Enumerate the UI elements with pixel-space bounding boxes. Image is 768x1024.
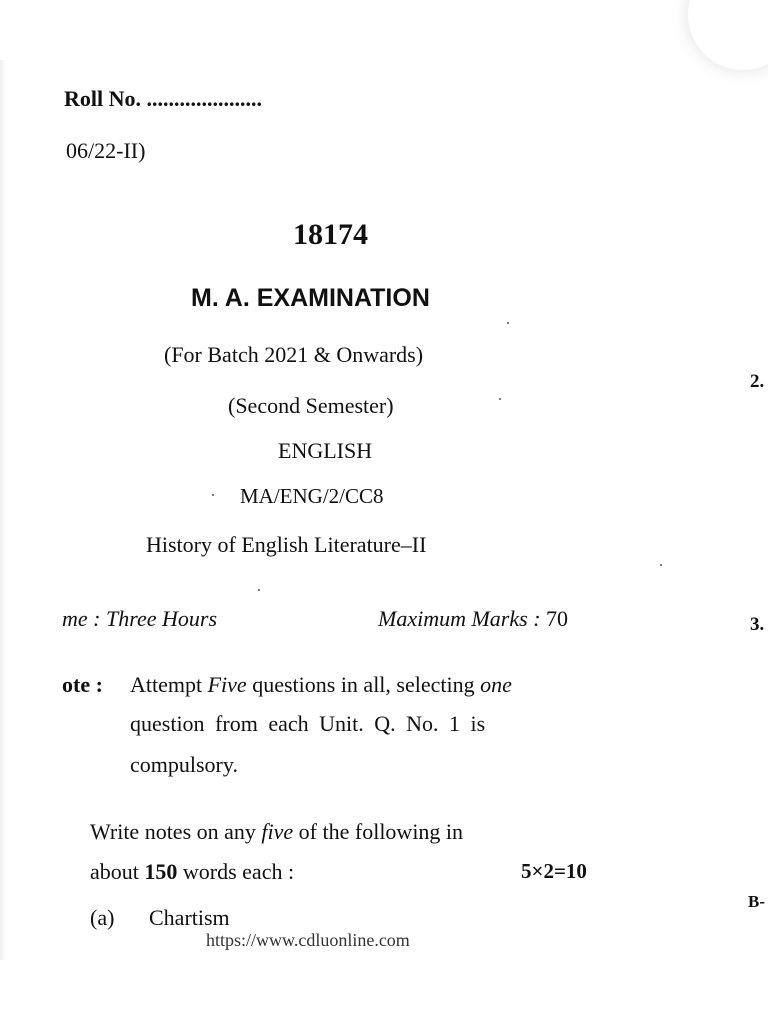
margin-question-2: 2. <box>750 371 765 392</box>
course-code: MA/ENG/2/CC8 <box>240 484 384 508</box>
batch-line: (For Batch 2021 & Onwards) <box>164 342 424 367</box>
note-line-3: compulsory. <box>130 752 238 777</box>
margin-section-b: B- <box>748 892 765 911</box>
scan-speck <box>507 322 509 324</box>
maximum-marks-label: Maximum Marks <box>378 606 528 631</box>
maximum-marks-value: 70 <box>546 606 569 631</box>
question-emphasis-five: five <box>261 819 294 844</box>
page-corner-curl <box>688 0 768 70</box>
semester-line: (Second Semester) <box>228 393 394 418</box>
question-text: Write notes on any <box>90 819 262 844</box>
note-emphasis-five: Five <box>207 672 247 697</box>
note-line-2: question from each Unit. Q. No. 1 is <box>130 711 486 736</box>
question-text: about <box>90 859 145 884</box>
roll-number-line: Roll No. ..................... <box>64 86 262 111</box>
margin-question-3: 3. <box>750 614 765 635</box>
paper-code: 06/22-II) <box>66 138 146 163</box>
subject-line: ENGLISH <box>278 438 373 463</box>
item-a-label: (a) <box>90 905 115 930</box>
item-a-text: Chartism <box>149 905 230 930</box>
course-title: History of English Literature–II <box>146 532 427 557</box>
question-text: words each : <box>177 859 295 884</box>
page-bottom-margin <box>0 962 768 1024</box>
scan-speck <box>660 564 662 566</box>
scan-speck <box>258 589 260 591</box>
note-label: ote : <box>62 672 103 697</box>
paper-number: 18174 <box>293 218 368 251</box>
exam-title: M. A. EXAMINATION <box>191 284 430 312</box>
scan-speck <box>499 398 501 400</box>
note-emphasis-one: one <box>480 672 512 697</box>
note-text: Attempt <box>130 672 208 697</box>
question-1-line-1 <box>90 819 463 845</box>
scan-speck <box>212 494 214 496</box>
page-edge-shadow <box>0 60 6 960</box>
question-1-marks: 5×2=10 <box>521 859 587 883</box>
question-1-line-2 <box>90 859 294 885</box>
maximum-marks-separator: : <box>527 606 547 631</box>
time-allowed: me : Three Hours <box>62 606 217 631</box>
maximum-marks <box>378 606 568 632</box>
note-text: questions in all, selecting <box>246 672 481 697</box>
question-text: of the following in <box>293 819 464 844</box>
watermark-url: https://www.cdluonline.com <box>206 930 410 950</box>
word-count: 150 <box>144 859 178 884</box>
note-line-1 <box>130 672 512 698</box>
